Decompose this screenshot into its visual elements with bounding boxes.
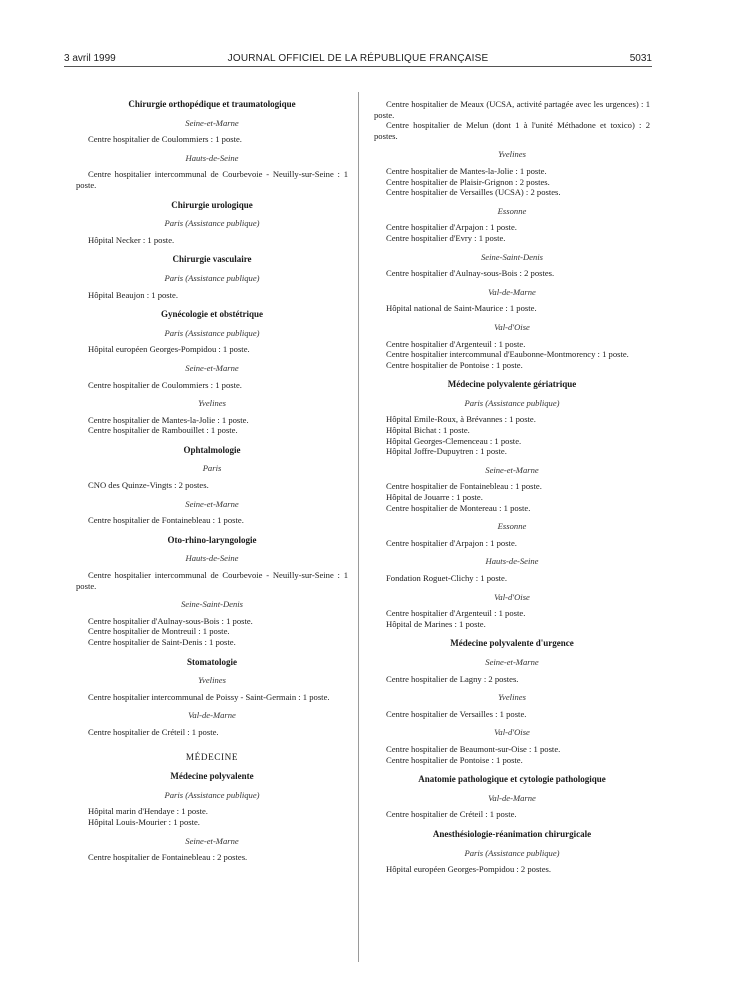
region-heading: Yvelines <box>498 692 526 703</box>
list-item: Centre hospitalier d'Aulnay-sous-Bois : 1 poste. <box>88 615 253 626</box>
list-item: Centre hospitalier de Fontainebleau : 1 poste. <box>386 481 542 492</box>
list-item: Centre hospitalier de Beaumont-sur-Oise : 1 poste. <box>386 743 561 754</box>
section-heading: Gynécologie et obstétrique <box>161 309 263 320</box>
list-item: Centre hospitalier de Mantes-la-Jolie : 1 poste. <box>88 414 249 425</box>
section-heading: Anatomie pathologique et cytologie pathologique <box>418 774 606 785</box>
section-heading: Médecine polyvalente <box>170 771 254 782</box>
page-header <box>64 53 652 67</box>
section-heading: Chirurgie orthopédique et traumatologique <box>128 99 296 109</box>
list-item: Hôpital Bichat : 1 poste. <box>386 425 470 436</box>
region-heading: Hauts-de-Seine <box>485 556 539 567</box>
list-item: Centre hospitalier de Fontainebleau : 1 poste. <box>88 515 244 526</box>
region-heading: Val-de-Marne <box>188 710 236 721</box>
list-item: Centre hospitalier intercommunal de Poissy - Saint-Germain : 1 poste. <box>88 691 330 702</box>
region-heading: Paris (Assistance publique) <box>164 272 260 283</box>
list-item: Centre hospitalier de Lagny : 2 postes. <box>386 673 519 684</box>
region-heading: Paris (Assistance publique) <box>464 847 560 858</box>
right-column <box>374 99 650 875</box>
header-rule <box>64 66 652 67</box>
list-item: Hôpital européen Georges-Pompidou : 2 postes. <box>386 864 552 875</box>
section-heading: Oto-rhino-laryngologie <box>167 534 257 545</box>
region-heading: Paris (Assistance publique) <box>164 327 260 338</box>
region-heading: Val-d'Oise <box>494 727 530 738</box>
list-item: Hôpital Beaujon : 1 poste. <box>88 289 178 300</box>
list-item: Centre hospitalier de Montreuil : 1 poste. <box>88 626 230 637</box>
region-heading: Seine-Saint-Denis <box>180 599 244 610</box>
region-heading: Seine-et-Marne <box>185 117 239 128</box>
region-heading: Val-de-Marne <box>488 792 536 803</box>
section-heading: Chirurgie vasculaire <box>172 254 252 265</box>
list-item: Centre hospitalier intercommunal de Courbevoie - Neuilly-sur-Seine : 1 poste. <box>76 169 348 190</box>
column-divider <box>358 92 359 962</box>
list-item: CNO des Quinze-Vingts : 2 postes. <box>88 480 209 491</box>
left-column <box>76 99 348 863</box>
region-heading: Val-d'Oise <box>494 321 530 332</box>
list-item: Centre hospitalier d'Evry : 1 poste. <box>386 232 506 243</box>
list-item: Centre hospitalier d'Argenteuil : 1 poste. <box>386 608 526 619</box>
list-item: Centre hospitalier de Rambouillet : 1 poste. <box>88 425 238 436</box>
section-heading: Médecine polyvalente gériatrique <box>447 379 577 390</box>
section-heading: Chirurgie urologique <box>171 199 253 210</box>
list-item: Centre hospitalier de Meaux (UCSA, activité partagée avec les urgences) : 1 poste. <box>374 99 650 120</box>
list-item: Hôpital Emile-Roux, à Brévannes : 1 poste. <box>386 414 536 425</box>
list-item: Centre hospitalier de Pontoise : 1 poste. <box>386 359 523 370</box>
region-heading: Hauts-de-Seine <box>185 152 239 163</box>
region-heading: Seine-et-Marne <box>185 498 239 509</box>
list-item: Centre hospitalier de Créteil : 1 poste. <box>88 726 219 737</box>
region-heading: Essonne <box>497 521 527 532</box>
journal-title: JOURNAL OFFICIEL DE LA RÉPUBLIQUE FRANÇAISE <box>227 53 489 64</box>
region-heading: Paris (Assistance publique) <box>164 218 260 229</box>
list-item: Centre hospitalier d'Arpajon : 1 poste. <box>386 222 517 233</box>
region-heading: Yvelines <box>198 675 226 686</box>
list-item: Hôpital marin d'Hendaye : 1 poste. <box>88 806 208 817</box>
list-item: Centre hospitalier de Saint-Denis : 1 poste. <box>88 637 236 647</box>
list-item: Hôpital européen Georges-Pompidou : 1 poste. <box>88 344 250 355</box>
list-item: Centre hospitalier d'Arpajon : 1 poste. <box>386 537 517 548</box>
region-heading: Val-d'Oise <box>494 591 530 602</box>
region-heading: Val-de-Marne <box>488 286 536 297</box>
list-item: Hôpital de Marines : 1 poste. <box>386 618 486 629</box>
region-heading: Yvelines <box>498 149 526 160</box>
list-item: Centre hospitalier de Coulommiers : 1 poste. <box>88 134 242 145</box>
list-item: Centre hospitalier intercommunal de Courbevoie - Neuilly-sur-Seine : 1 poste. <box>76 570 348 591</box>
list-item: Hôpital national de Saint-Maurice : 1 poste. <box>386 303 537 314</box>
chapter-title: MÉDECINE <box>185 751 239 762</box>
region-heading: Seine-et-Marne <box>485 464 539 475</box>
page-number: 5031 <box>629 53 652 64</box>
list-item: Hôpital Joffre-Dupuytren : 1 poste. <box>386 446 507 457</box>
region-heading: Hauts-de-Seine <box>185 553 239 564</box>
section-heading: Ophtalmologie <box>183 444 241 455</box>
section-heading: Stomatologie <box>187 656 237 667</box>
region-heading: Yvelines <box>198 398 226 409</box>
list-item: Centre hospitalier de Pontoise : 1 poste. <box>386 754 523 765</box>
list-item: Centre hospitalier d'Aulnay-sous-Bois : 2 postes. <box>386 268 555 279</box>
list-item: Centre hospitalier intercommunal d'Eaubonne-Montmorency : 1 poste. <box>386 349 629 360</box>
list-item: Centre hospitalier de Versailles : 1 poste. <box>386 708 527 719</box>
region-heading: Paris (Assistance publique) <box>164 789 260 800</box>
region-heading: Seine-et-Marne <box>485 656 539 667</box>
list-item: Fondation Roguet-Clichy : 1 poste. <box>386 573 508 583</box>
section-heading: Médecine polyvalente d'urgence <box>450 638 574 649</box>
section-heading: Anesthésiologie-réanimation chirurgicale <box>432 828 592 839</box>
region-heading: Seine-Saint-Denis <box>480 251 544 262</box>
list-item: Hôpital Georges-Clemenceau : 1 poste. <box>386 435 522 446</box>
list-item: Centre hospitalier de Versailles (UCSA) : 2 postes. <box>386 187 561 198</box>
list-item: Centre hospitalier de Créteil : 1 poste. <box>386 809 517 820</box>
region-heading: Seine-et-Marne <box>185 835 239 846</box>
region-heading: Seine-et-Marne <box>185 362 239 373</box>
list-item: Centre hospitalier de Plaisir-Grignon : 2 postes. <box>386 176 550 187</box>
list-item: Centre hospitalier de Coulommiers : 1 poste. <box>88 379 242 390</box>
header-date: 3 avril 1999 <box>64 53 116 64</box>
region-heading: Essonne <box>497 205 527 216</box>
list-item: Centre hospitalier de Mantes-la-Jolie : 1 poste. <box>386 165 547 176</box>
region-heading: Paris <box>202 463 222 474</box>
list-item: Centre hospitalier de Montereau : 1 poste. <box>386 502 531 513</box>
list-item: Hôpital Louis-Mourier : 1 poste. <box>88 816 200 827</box>
region-heading: Paris (Assistance publique) <box>464 397 560 408</box>
list-item: Hôpital Necker : 1 poste. <box>88 234 175 245</box>
list-item: Centre hospitalier de Melun (dont 1 à l'unité Méthadone et toxico) : 2 postes. <box>374 120 650 141</box>
list-item: Hôpital de Jouarre : 1 poste. <box>386 492 483 503</box>
list-item: Centre hospitalier de Fontainebleau : 2 postes. <box>88 852 248 863</box>
list-item: Centre hospitalier d'Argenteuil : 1 poste. <box>386 338 526 349</box>
